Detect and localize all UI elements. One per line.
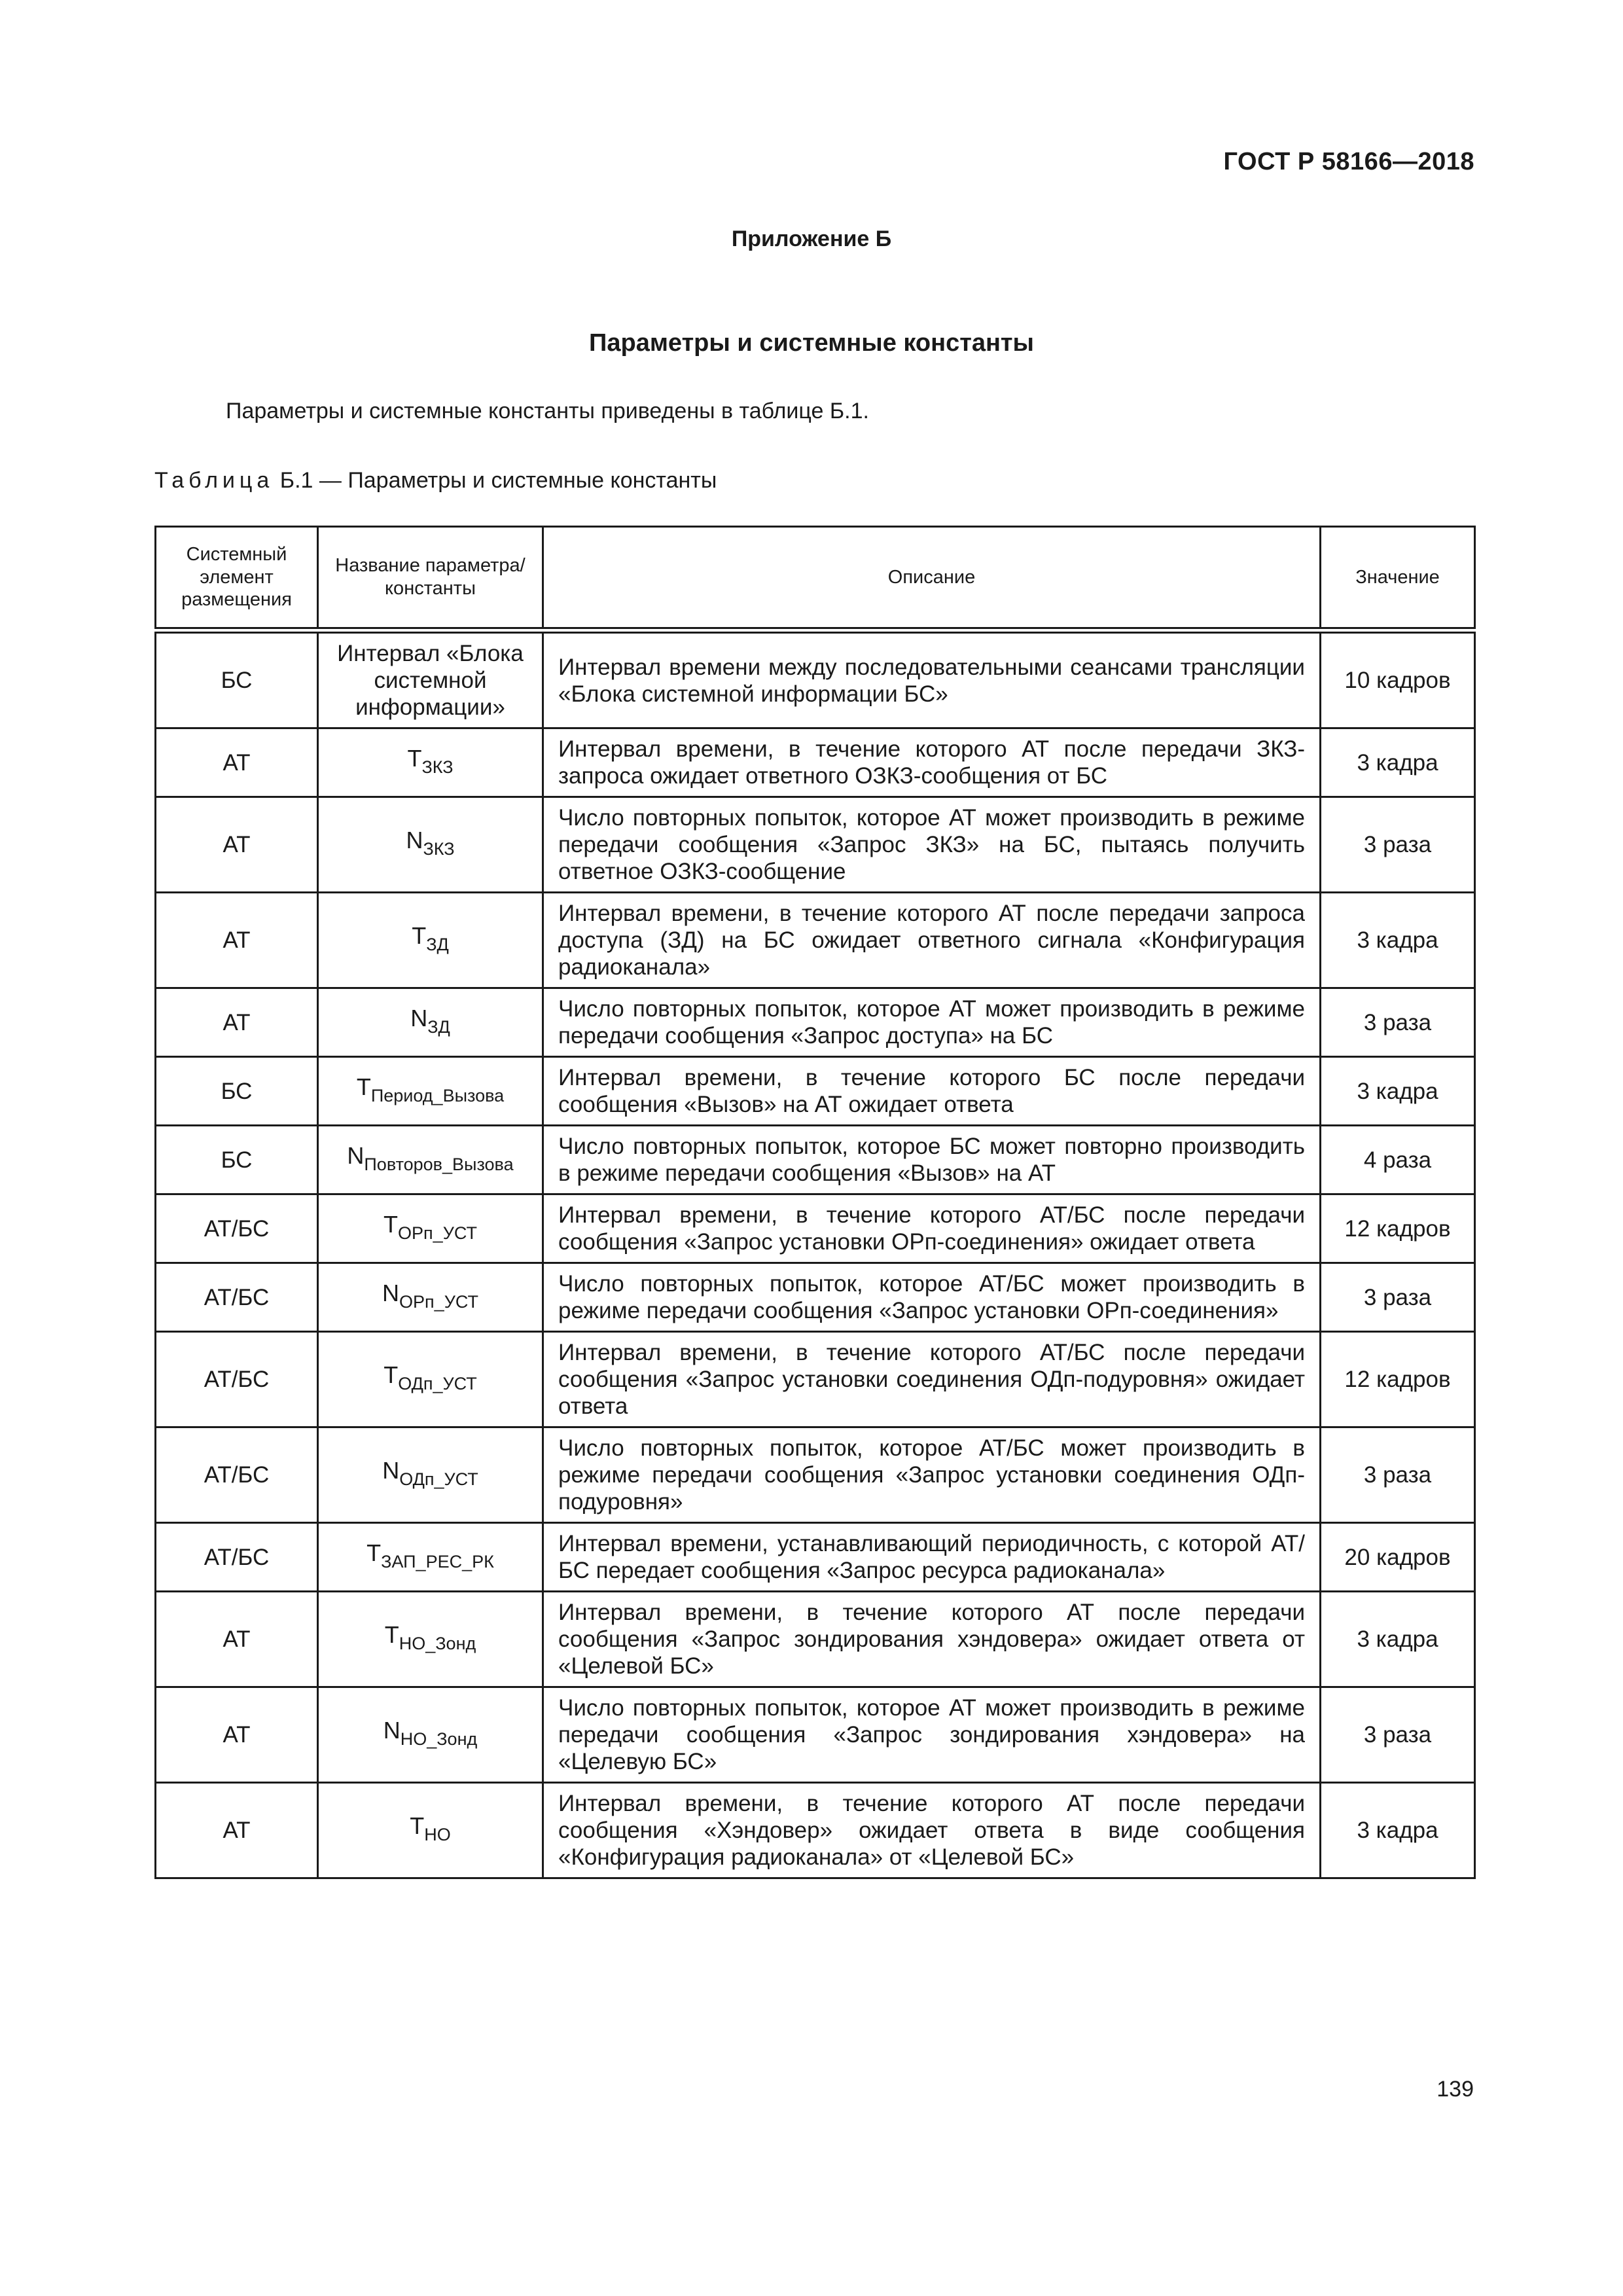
cell-description: Число повторных попыток, которое АТ может производить в режиме передачи сообщения «Запрос доступа» на БС — [543, 988, 1321, 1057]
table-row — [156, 1427, 1475, 1523]
table-body — [156, 630, 1475, 1878]
parameter-symbol — [410, 1812, 451, 1844]
parameter-symbol — [383, 1210, 477, 1243]
cell-value: 3 раза — [1321, 1427, 1475, 1523]
cell-element: БС — [156, 630, 318, 728]
parameter-symbol-letter: T — [356, 1073, 371, 1100]
cell-element: АТ — [156, 988, 318, 1057]
cell-element: АТ — [156, 1783, 318, 1878]
cell-description: Интервал времени, устанавливающий периодичность, с которой АТ/БС передает сообщения «Запрос ресурса радиоканала» — [543, 1523, 1321, 1592]
parameter-symbol — [383, 1717, 478, 1749]
cell-parameter-name — [318, 988, 543, 1057]
cell-description: Число повторных попыток, которое АТ/БС может производить в режиме передачи сообщения «Запрос установки соединения ОДп-подуровня» — [543, 1427, 1321, 1523]
parameter-symbol-subscript: НО_Зонд — [400, 1729, 478, 1749]
cell-element: АТ — [156, 1592, 318, 1687]
table-row — [156, 1332, 1475, 1427]
parameter-symbol-letter: N — [382, 1279, 400, 1306]
parameter-symbol-letter: T — [384, 1621, 399, 1648]
header-value: Значение — [1321, 527, 1475, 631]
table-row — [156, 1687, 1475, 1783]
table-row — [156, 893, 1475, 988]
parameter-symbol-subscript: Период_Вызова — [370, 1085, 505, 1105]
cell-parameter-name — [318, 797, 543, 893]
cell-element: АТ/БС — [156, 1263, 318, 1332]
cell-element: АТ — [156, 893, 318, 988]
cell-parameter-name — [318, 893, 543, 988]
table-row — [156, 988, 1475, 1057]
cell-parameter-name — [318, 1263, 543, 1332]
parameter-symbol-subscript: ЗКЗ — [423, 839, 455, 859]
cell-element: АТ — [156, 728, 318, 797]
table-row — [156, 1126, 1475, 1194]
header-description: Описание — [543, 527, 1321, 631]
parameter-symbol-subscript: НО — [424, 1825, 451, 1844]
cell-parameter-name — [318, 1783, 543, 1878]
parameter-symbol-subscript: ЗАП_РЕС_РК — [381, 1551, 494, 1571]
cell-element: БС — [156, 1126, 318, 1194]
table-row — [156, 1523, 1475, 1592]
table-caption — [154, 468, 717, 493]
parameter-symbol — [356, 1073, 505, 1105]
cell-value: 3 раза — [1321, 1687, 1475, 1783]
parameter-symbol-subscript: ЗД — [427, 1016, 450, 1037]
cell-parameter-name — [318, 1194, 543, 1263]
parameter-symbol — [366, 1539, 494, 1571]
table-row — [156, 797, 1475, 893]
parameter-symbol — [412, 922, 449, 954]
parameter-symbol-subscript: ОДп_УСТ — [398, 1374, 477, 1393]
cell-description: Число повторных попыток, которое АТ может производить в режиме передачи сообщения «Запрос ЗКЗ» на БС, пытаясь получить ответное ОЗКЗ-сообщение — [543, 797, 1321, 893]
parameter-symbol — [347, 1141, 514, 1174]
table-caption-text: — Параметры и системные константы — [313, 468, 717, 493]
cell-value: 3 кадра — [1321, 1057, 1475, 1126]
cell-element: БС — [156, 1057, 318, 1126]
cell-value: 3 кадра — [1321, 1592, 1475, 1687]
table-row — [156, 728, 1475, 797]
parameter-symbol-subscript: ЗД — [426, 935, 449, 954]
cell-value: 4 раза — [1321, 1126, 1475, 1194]
parameter-symbol-letter: N — [347, 1141, 365, 1169]
table-header-row — [156, 527, 1475, 631]
intro-paragraph: Параметры и системные константы приведены в таблице Б.1. — [226, 399, 869, 423]
cell-value: 3 раза — [1321, 1263, 1475, 1332]
parameter-symbol-subscript: НО_Зонд — [399, 1634, 476, 1653]
cell-element: АТ — [156, 1687, 318, 1783]
cell-parameter-name — [318, 1057, 543, 1126]
cell-description: Число повторных попыток, которое АТ/БС может производить в режиме передачи сообщения «Запрос установки ОРп-соединения» — [543, 1263, 1321, 1332]
parameter-symbol-letter: N — [410, 1004, 428, 1031]
cell-description: Интервал времени, в течение которого АТ после передачи сообщения «Хэндовер» ожидает ответа в виде сообщения «Конфигурация радиоканала» от «Целевой БС» — [543, 1783, 1321, 1878]
parameter-symbol — [407, 744, 454, 777]
parameter-symbol-letter: N — [382, 1457, 400, 1484]
cell-value: 12 кадров — [1321, 1194, 1475, 1263]
header-name: Название параметра/ константы — [318, 527, 543, 631]
cell-parameter-name — [318, 1427, 543, 1523]
cell-description: Интервал времени, в течение которого АТ после передачи запроса доступа (ЗД) на БС ожидает ответного сигнала «Конфигурация радиоканала» — [543, 893, 1321, 988]
parameter-symbol — [382, 1279, 478, 1312]
cell-description: Интервал времени, в течение которого АТ/БС после передачи сообщения «Запрос установки ОРп-соединения» ожидает ответа — [543, 1194, 1321, 1263]
parameter-symbol-subscript: Повторов_Вызова — [364, 1154, 514, 1174]
parameter-symbol-subscript: ОДп_УСТ — [399, 1469, 478, 1489]
table-row — [156, 1057, 1475, 1126]
appendix-title: Приложение Б — [731, 226, 892, 251]
cell-parameter-name — [318, 1126, 543, 1194]
parameter-symbol-letter: T — [410, 1812, 425, 1839]
cell-value: 3 раза — [1321, 988, 1475, 1057]
cell-element: АТ/БС — [156, 1427, 318, 1523]
parameter-symbol-letter: N — [383, 1717, 401, 1744]
cell-parameter-name — [318, 728, 543, 797]
table-caption-label: Таблица — [154, 468, 274, 493]
parameter-symbol — [383, 1361, 477, 1393]
cell-value: 12 кадров — [1321, 1332, 1475, 1427]
cell-value: 3 кадра — [1321, 1783, 1475, 1878]
parameters-table — [154, 526, 1476, 1879]
cell-element: АТ/БС — [156, 1194, 318, 1263]
cell-element: АТ — [156, 797, 318, 893]
cell-parameter-name: Интервал «Блока системной информации» — [318, 630, 543, 728]
cell-element: АТ/БС — [156, 1523, 318, 1592]
cell-element: АТ/БС — [156, 1332, 318, 1427]
page-number: 139 — [1436, 2077, 1474, 2102]
parameter-symbol — [382, 1457, 478, 1489]
cell-description: Интервал времени, в течение которого АТ после передачи ЗКЗ-запроса ожидает ответного ОЗКЗ-сообщения от БС — [543, 728, 1321, 797]
cell-description: Число повторных попыток, которое БС может повторно производить в режиме передачи сообщения «Вызов» на АТ — [543, 1126, 1321, 1194]
cell-description: Интервал времени, в течение которого АТ/БС после передачи сообщения «Запрос установки соединения ОДп-подуровня» ожидает ответа — [543, 1332, 1321, 1427]
parameter-symbol — [406, 827, 455, 859]
table-row — [156, 1592, 1475, 1687]
parameter-symbol-subscript: ОРп_УСТ — [398, 1223, 477, 1243]
cell-description: Интервал времени, в течение которого АТ после передачи сообщения «Запрос зондирования хэндовера» ожидает ответа от «Целевой БС» — [543, 1592, 1321, 1687]
parameter-symbol — [410, 1004, 450, 1037]
cell-value: 3 кадра — [1321, 893, 1475, 988]
cell-parameter-name — [318, 1332, 543, 1427]
cell-value: 3 раза — [1321, 797, 1475, 893]
parameter-symbol-subscript: ОРп_УСТ — [399, 1291, 478, 1312]
header-element: Системный элемент размещения — [156, 527, 318, 631]
document-standard-id: ГОСТ Р 58166—2018 — [1223, 148, 1474, 175]
cell-description: Интервал времени, в течение которого БС после передачи сообщения «Вызов» на АТ ожидает ответа — [543, 1057, 1321, 1126]
parameter-symbol-subscript: ЗКЗ — [421, 757, 454, 777]
table-row — [156, 1263, 1475, 1332]
parameter-symbol-letter: T — [412, 922, 427, 949]
table-row — [156, 1194, 1475, 1263]
cell-parameter-name — [318, 1592, 543, 1687]
table-row — [156, 630, 1475, 728]
parameter-symbol — [384, 1621, 476, 1653]
cell-value: 20 кадров — [1321, 1523, 1475, 1592]
parameter-symbol-letter: T — [383, 1210, 399, 1238]
table-caption-number: Б.1 — [279, 468, 313, 493]
section-title: Параметры и системные константы — [589, 329, 1034, 357]
cell-value: 3 кадра — [1321, 728, 1475, 797]
cell-description: Число повторных попыток, которое АТ может производить в режиме передачи сообщения «Запрос зондирования хэндовера» на «Целевую БС» — [543, 1687, 1321, 1783]
parameter-symbol-letter: T — [407, 744, 422, 772]
parameter-symbol-letter: T — [366, 1539, 382, 1566]
cell-value: 10 кадров — [1321, 630, 1475, 728]
cell-parameter-name — [318, 1687, 543, 1783]
table-row — [156, 1783, 1475, 1878]
parameter-symbol-letter: N — [406, 827, 423, 853]
parameter-symbol-letter: T — [383, 1361, 399, 1388]
cell-parameter-name — [318, 1523, 543, 1592]
cell-description: Интервал времени между последовательными сеансами трансляции «Блока системной информации БС» — [543, 630, 1321, 728]
